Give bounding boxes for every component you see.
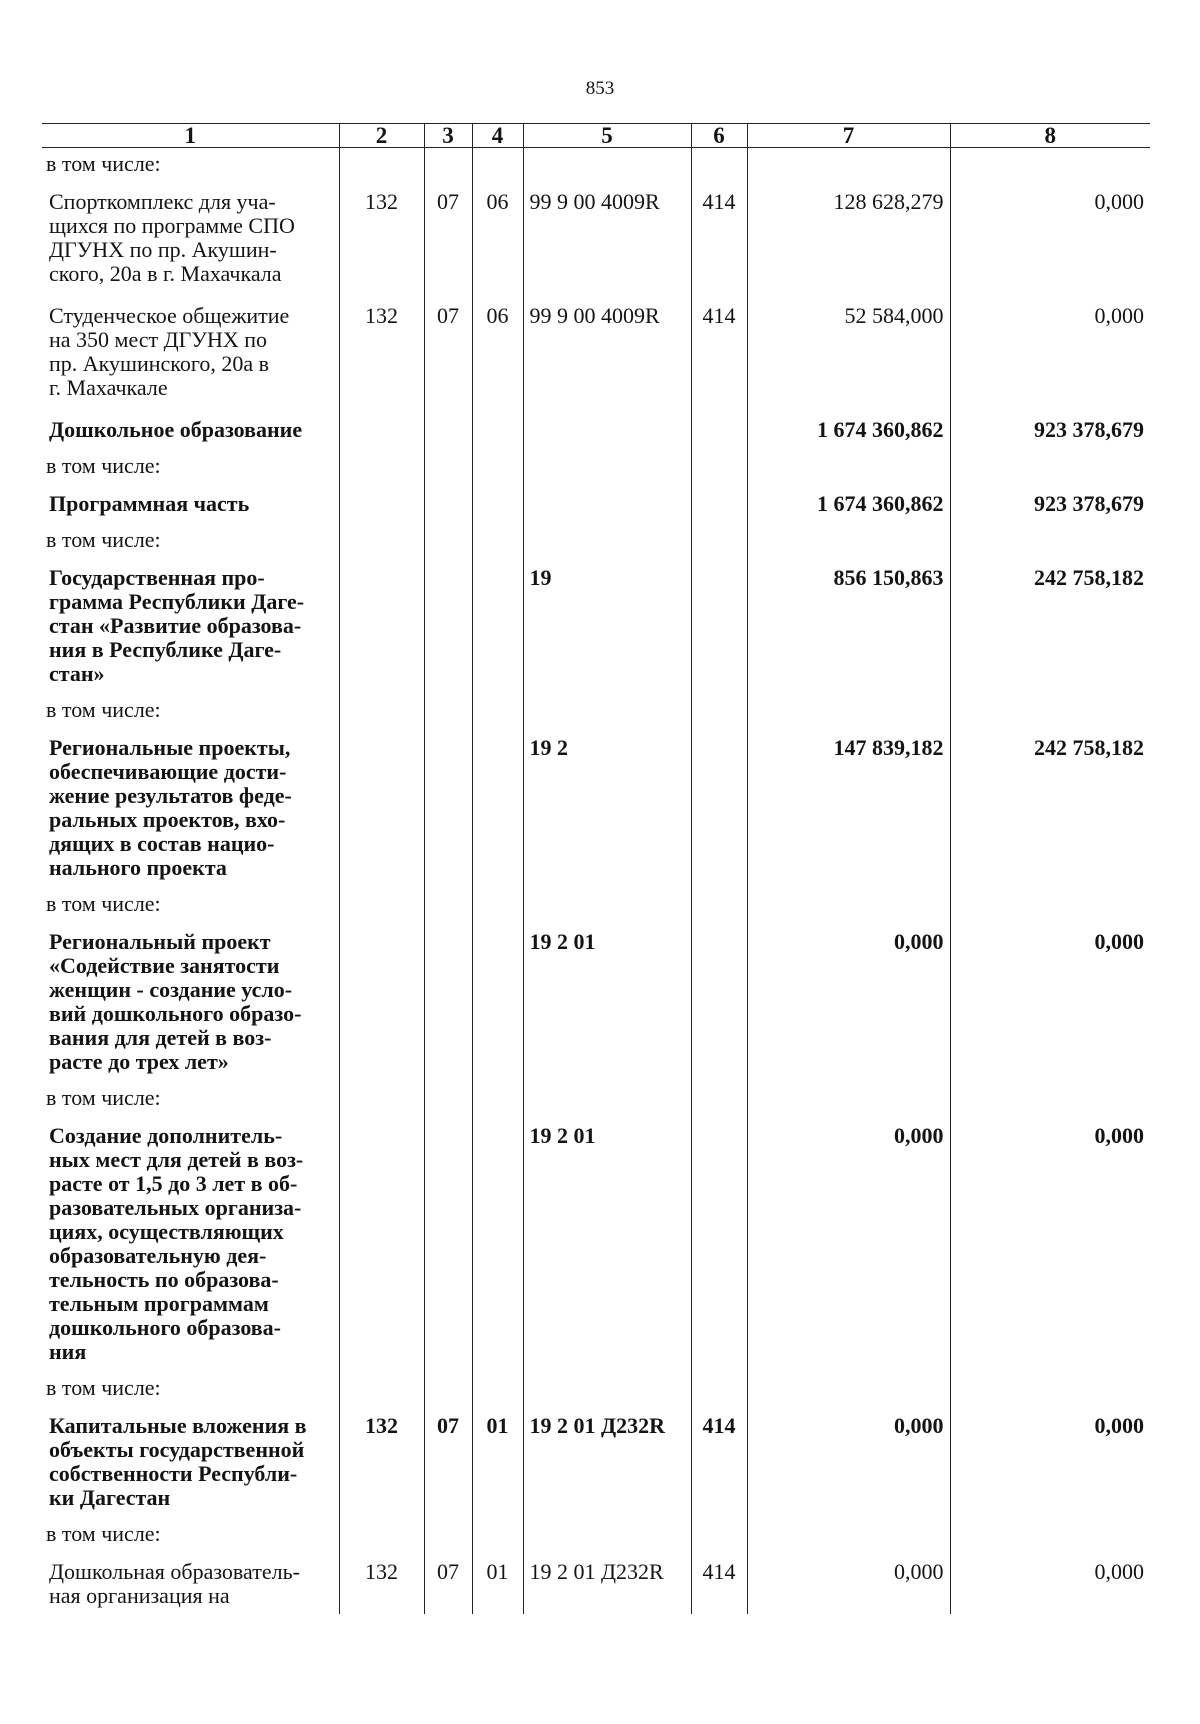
department-code: 132: [339, 180, 424, 294]
row-name: Региональные проекты, обеспечивающие дости- жение результатов феде- ральных проектов, вхо- дящих в состав нацио- нального проекта: [49, 735, 292, 880]
amount-col-7: 0,000: [747, 1550, 950, 1614]
section-code: 07: [424, 294, 472, 408]
amount-col-8: 0,000: [950, 1404, 1150, 1518]
empty-cell: [472, 450, 523, 482]
subheading-row: [42, 450, 1150, 482]
section-code: 07: [424, 1550, 472, 1614]
table-row: [42, 482, 1150, 524]
row-name-cell: [42, 1550, 339, 1614]
row-name-cell: [42, 180, 339, 294]
empty-cell: [339, 148, 424, 181]
subsection-code: 01: [472, 1550, 523, 1614]
amount-col-7: 0,000: [747, 920, 950, 1082]
empty-cell: [691, 888, 747, 920]
section-code: [424, 408, 472, 450]
department-code: [339, 726, 424, 888]
empty-cell: [472, 1372, 523, 1404]
empty-cell: [424, 524, 472, 556]
table-row: [42, 180, 1150, 294]
subheading-row: [42, 524, 1150, 556]
row-name: в том числе:: [46, 697, 161, 722]
empty-cell: [747, 450, 950, 482]
row-name: Дошкольная образователь- ная организация на: [49, 1559, 300, 1608]
table-row: [42, 1114, 1150, 1372]
subheading-row: [42, 148, 1150, 181]
empty-cell: [691, 1518, 747, 1550]
subsection-code: [472, 1114, 523, 1372]
department-code: [339, 482, 424, 524]
row-name-cell: [42, 294, 339, 408]
empty-cell: [339, 1372, 424, 1404]
empty-cell: [950, 524, 1150, 556]
row-name-cell: [42, 920, 339, 1082]
subsection-code: 06: [472, 294, 523, 408]
amount-col-8: 242 758,182: [950, 556, 1150, 694]
amount-col-8: 0,000: [950, 180, 1150, 294]
empty-cell: [691, 694, 747, 726]
row-name-cell: [42, 726, 339, 888]
empty-cell: [950, 148, 1150, 181]
empty-cell: [339, 888, 424, 920]
table-row: [42, 556, 1150, 694]
subheading-row: [42, 694, 1150, 726]
empty-cell: [472, 694, 523, 726]
department-code: [339, 920, 424, 1082]
row-name: Студенческое общежитие на 350 мест ДГУНХ по пр. Акушинского, 20а в г. Махачкале: [49, 303, 290, 400]
section-code: 07: [424, 1404, 472, 1518]
row-name-cell: [42, 1518, 339, 1550]
row-name: в том числе:: [46, 151, 161, 176]
target-article-code: 99 9 00 4009R: [523, 294, 691, 408]
target-article-code: 19 2 01 Д232R: [523, 1404, 691, 1518]
subsection-code: [472, 482, 523, 524]
row-name: в том числе:: [46, 1521, 161, 1546]
empty-cell: [747, 888, 950, 920]
empty-cell: [691, 524, 747, 556]
empty-cell: [691, 148, 747, 181]
table-row: [42, 408, 1150, 450]
empty-cell: [339, 524, 424, 556]
empty-cell: [472, 1518, 523, 1550]
row-name: в том числе:: [46, 453, 161, 478]
amount-col-8: 0,000: [950, 1550, 1150, 1614]
section-code: [424, 1114, 472, 1372]
expense-type-code: [691, 726, 747, 888]
row-name-cell: [42, 482, 339, 524]
empty-cell: [472, 888, 523, 920]
subheading-row: [42, 1518, 1150, 1550]
amount-col-7: 1 674 360,862: [747, 482, 950, 524]
empty-cell: [523, 1518, 691, 1550]
empty-cell: [950, 1518, 1150, 1550]
column-header-5: 5: [523, 124, 691, 148]
subheading-row: [42, 1372, 1150, 1404]
empty-cell: [472, 148, 523, 181]
amount-col-8: 242 758,182: [950, 726, 1150, 888]
amount-col-8: 923 378,679: [950, 482, 1150, 524]
section-code: [424, 920, 472, 1082]
amount-col-8: 0,000: [950, 1114, 1150, 1372]
column-header-6: 6: [691, 124, 747, 148]
empty-cell: [523, 888, 691, 920]
empty-cell: [523, 694, 691, 726]
table-row: [42, 1550, 1150, 1614]
amount-col-7: 52 584,000: [747, 294, 950, 408]
empty-cell: [523, 450, 691, 482]
empty-cell: [339, 1082, 424, 1114]
row-name: Программная часть: [49, 491, 250, 516]
table-body: [42, 148, 1150, 1615]
amount-col-7: 147 839,182: [747, 726, 950, 888]
budget-table: [42, 123, 1150, 1614]
amount-col-7: 856 150,863: [747, 556, 950, 694]
subsection-code: 06: [472, 180, 523, 294]
empty-cell: [339, 450, 424, 482]
empty-cell: [747, 148, 950, 181]
row-name: в том числе:: [46, 1085, 161, 1110]
row-name-cell: [42, 524, 339, 556]
expense-type-code: 414: [691, 1550, 747, 1614]
row-name-cell: [42, 408, 339, 450]
section-code: 07: [424, 180, 472, 294]
table-row: [42, 726, 1150, 888]
row-name: Спорткомплекс для уча- щихся по программе СПО ДГУНХ по пр. Акушин- ского, 20а в г. Махачкала: [49, 189, 295, 286]
empty-cell: [747, 1518, 950, 1550]
empty-cell: [424, 450, 472, 482]
table-row: [42, 294, 1150, 408]
department-code: [339, 1114, 424, 1372]
column-header-2: 2: [339, 124, 424, 148]
section-code: [424, 482, 472, 524]
empty-cell: [747, 694, 950, 726]
row-name-cell: [42, 1082, 339, 1114]
section-code: [424, 556, 472, 694]
empty-cell: [472, 524, 523, 556]
expense-type-code: [691, 408, 747, 450]
empty-cell: [424, 1082, 472, 1114]
row-name-cell: [42, 694, 339, 726]
empty-cell: [523, 524, 691, 556]
empty-cell: [472, 1082, 523, 1114]
empty-cell: [339, 1518, 424, 1550]
row-name: Дошкольное образование: [49, 417, 303, 442]
empty-cell: [950, 1082, 1150, 1114]
column-header-7: 7: [747, 124, 950, 148]
row-name: в том числе:: [46, 1375, 161, 1400]
target-article-code: 19: [523, 556, 691, 694]
page-number: 853: [585, 78, 615, 99]
row-name-cell: [42, 888, 339, 920]
empty-cell: [339, 694, 424, 726]
empty-cell: [950, 694, 1150, 726]
expense-type-code: [691, 556, 747, 694]
department-code: [339, 556, 424, 694]
empty-cell: [424, 1372, 472, 1404]
expense-type-code: [691, 482, 747, 524]
target-article-code: 19 2: [523, 726, 691, 888]
expense-type-code: 414: [691, 180, 747, 294]
table-header-row: [42, 124, 1150, 148]
target-article-code: [523, 482, 691, 524]
section-code: [424, 726, 472, 888]
expense-type-code: [691, 1114, 747, 1372]
empty-cell: [424, 694, 472, 726]
row-name-cell: [42, 1114, 339, 1372]
target-article-code: 19 2 01: [523, 1114, 691, 1372]
table-row: [42, 1404, 1150, 1518]
empty-cell: [747, 1372, 950, 1404]
row-name: Государственная про- грамма Республики Даге- стан «Развитие образова- ния в Республике Даге- стан»: [49, 565, 305, 686]
empty-cell: [691, 450, 747, 482]
amount-col-7: 0,000: [747, 1114, 950, 1372]
target-article-code: 19 2 01: [523, 920, 691, 1082]
row-name-cell: [42, 1404, 339, 1518]
target-article-code: 19 2 01 Д232R: [523, 1550, 691, 1614]
subsection-code: 01: [472, 1404, 523, 1518]
subheading-row: [42, 888, 1150, 920]
empty-cell: [523, 1082, 691, 1114]
subsection-code: [472, 556, 523, 694]
row-name: в том числе:: [46, 527, 161, 552]
expense-type-code: 414: [691, 294, 747, 408]
empty-cell: [424, 148, 472, 181]
table-row: [42, 920, 1150, 1082]
empty-cell: [747, 524, 950, 556]
subsection-code: [472, 726, 523, 888]
row-name: Создание дополнитель- ных мест для детей в воз- расте от 1,5 до 3 лет в об- разовательных организа- циях, осуществляющих образовательную дея- тельность по образова- тельным программам дошкольного образова- ния: [49, 1123, 304, 1364]
subheading-row: [42, 1082, 1150, 1114]
amount-col-7: 0,000: [747, 1404, 950, 1518]
row-name-cell: [42, 1372, 339, 1404]
empty-cell: [950, 450, 1150, 482]
row-name-cell: [42, 450, 339, 482]
row-name: в том числе:: [46, 891, 161, 916]
row-name-cell: [42, 556, 339, 694]
amount-col-7: 128 628,279: [747, 180, 950, 294]
column-header-3: 3: [424, 124, 472, 148]
department-code: 132: [339, 1404, 424, 1518]
empty-cell: [691, 1082, 747, 1114]
expense-type-code: 414: [691, 1404, 747, 1518]
subsection-code: [472, 408, 523, 450]
department-code: 132: [339, 294, 424, 408]
amount-col-8: 0,000: [950, 294, 1150, 408]
empty-cell: [950, 1372, 1150, 1404]
subsection-code: [472, 920, 523, 1082]
department-code: 132: [339, 1550, 424, 1614]
column-header-1: 1: [42, 124, 339, 148]
expense-type-code: [691, 920, 747, 1082]
empty-cell: [424, 888, 472, 920]
department-code: [339, 408, 424, 450]
amount-col-8: 923 378,679: [950, 408, 1150, 450]
empty-cell: [523, 1372, 691, 1404]
amount-col-8: 0,000: [950, 920, 1150, 1082]
empty-cell: [950, 888, 1150, 920]
row-name-cell: [42, 148, 339, 181]
empty-cell: [424, 1518, 472, 1550]
empty-cell: [523, 148, 691, 181]
column-header-4: 4: [472, 124, 523, 148]
column-header-8: 8: [950, 124, 1150, 148]
row-name: Региональный проект «Содействие занятости женщин - создание усло- вий дошкольного образо- вания для детей в воз- расте до трех лет»: [49, 929, 302, 1074]
empty-cell: [747, 1082, 950, 1114]
target-article-code: [523, 408, 691, 450]
empty-cell: [691, 1372, 747, 1404]
amount-col-7: 1 674 360,862: [747, 408, 950, 450]
target-article-code: 99 9 00 4009R: [523, 180, 691, 294]
row-name: Капитальные вложения в объекты государственной собственности Республи- ки Дагестан: [49, 1413, 307, 1510]
